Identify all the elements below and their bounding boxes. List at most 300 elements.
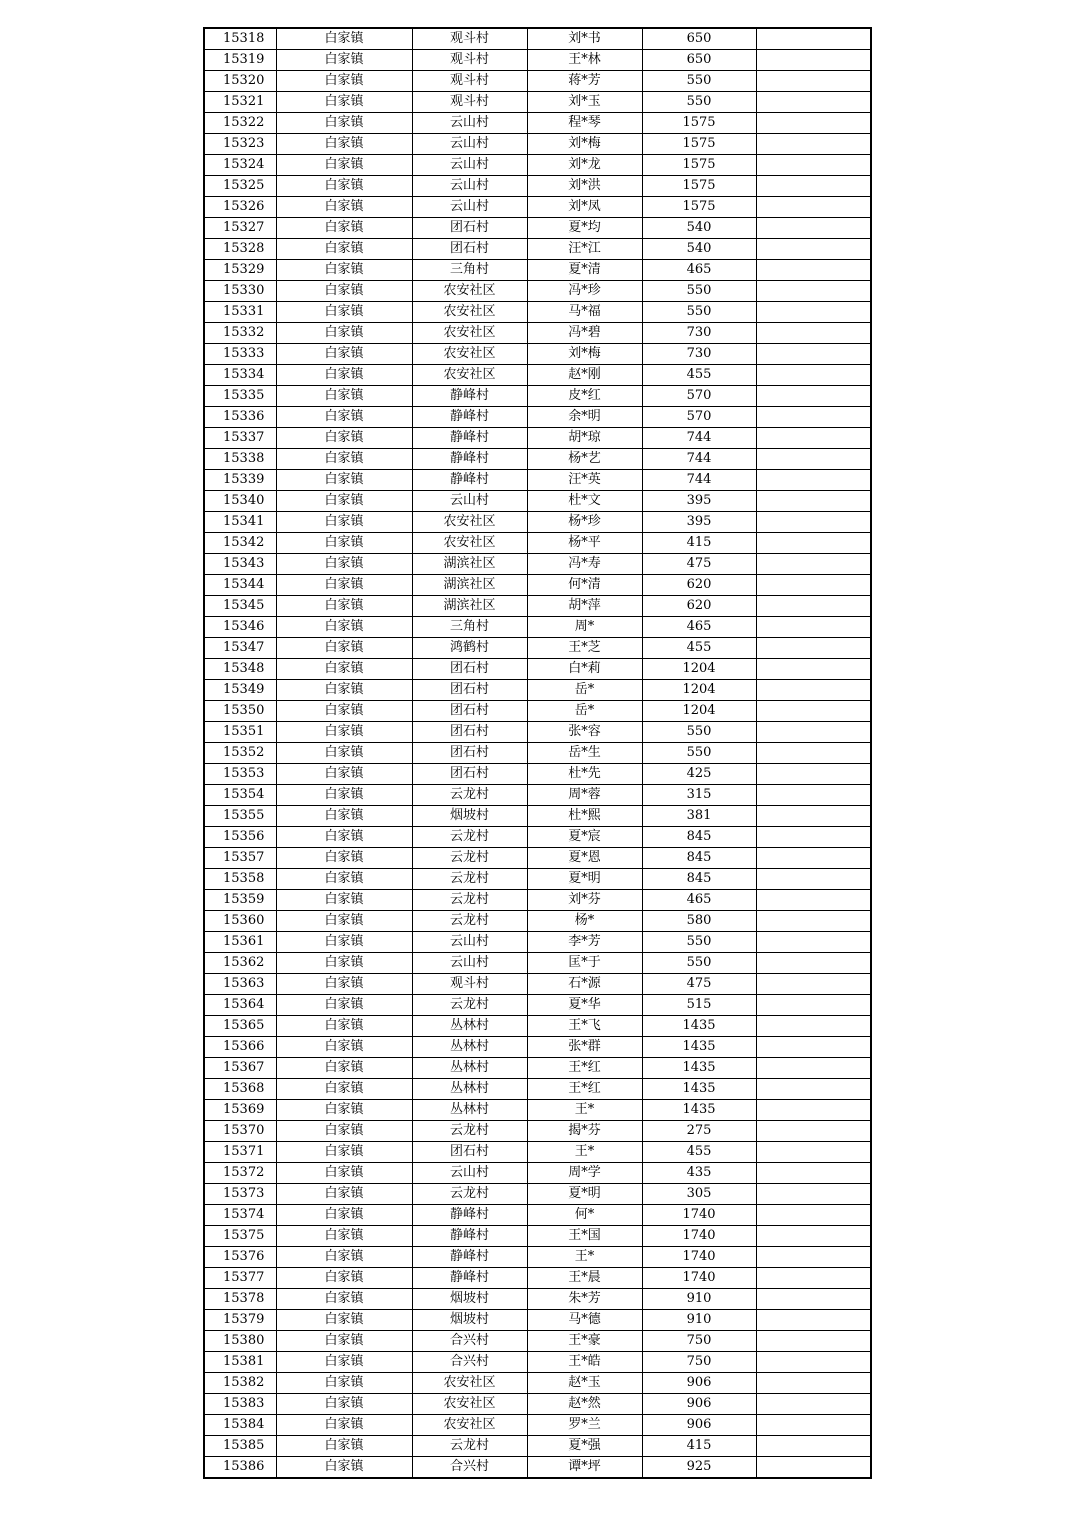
town-cell: 白家镇	[276, 638, 412, 659]
person-name-cell: 刘*龙	[527, 155, 642, 176]
village-cell: 团石村	[412, 659, 527, 680]
village-cell: 农安社区	[412, 281, 527, 302]
town-cell: 白家镇	[276, 848, 412, 869]
table-row	[204, 1457, 871, 1479]
person-name-cell: 刘*书	[527, 28, 642, 50]
village-cell: 静峰村	[412, 428, 527, 449]
person-name-cell: 冯*珍	[527, 281, 642, 302]
table-row	[204, 701, 871, 722]
remark-cell	[756, 1121, 871, 1142]
village-cell: 农安社区	[412, 1394, 527, 1415]
person-name-cell: 张*容	[527, 722, 642, 743]
amount-cell: 570	[642, 386, 756, 407]
person-name-cell: 杜*先	[527, 764, 642, 785]
village-cell: 丛林村	[412, 1037, 527, 1058]
table-row	[204, 28, 871, 50]
person-name-cell: 王*	[527, 1100, 642, 1121]
row-number-cell: 15326	[204, 197, 276, 218]
table-row	[204, 659, 871, 680]
person-name-cell: 马*德	[527, 1310, 642, 1331]
person-name-cell: 岳*	[527, 680, 642, 701]
town-cell: 白家镇	[276, 407, 412, 428]
table-row	[204, 302, 871, 323]
village-cell: 观斗村	[412, 92, 527, 113]
person-name-cell: 刘*梅	[527, 344, 642, 365]
amount-cell: 650	[642, 50, 756, 71]
amount-cell: 1740	[642, 1268, 756, 1289]
row-number-cell: 15347	[204, 638, 276, 659]
remark-cell	[756, 995, 871, 1016]
table-row	[204, 491, 871, 512]
village-cell: 云山村	[412, 113, 527, 134]
amount-cell: 1575	[642, 155, 756, 176]
person-name-cell: 赵*然	[527, 1394, 642, 1415]
remark-cell	[756, 71, 871, 92]
table-row	[204, 407, 871, 428]
amount-cell: 570	[642, 407, 756, 428]
town-cell: 白家镇	[276, 953, 412, 974]
town-cell: 白家镇	[276, 239, 412, 260]
town-cell: 白家镇	[276, 176, 412, 197]
row-number-cell: 15379	[204, 1310, 276, 1331]
village-cell: 烟坡村	[412, 806, 527, 827]
remark-cell	[756, 1163, 871, 1184]
town-cell: 白家镇	[276, 71, 412, 92]
row-number-cell: 15366	[204, 1037, 276, 1058]
remark-cell	[756, 1142, 871, 1163]
remark-cell	[756, 1268, 871, 1289]
table-row	[204, 134, 871, 155]
table-row	[204, 869, 871, 890]
remark-cell	[756, 134, 871, 155]
remark-cell	[756, 680, 871, 701]
remark-cell	[756, 1289, 871, 1310]
town-cell: 白家镇	[276, 974, 412, 995]
row-number-cell: 15384	[204, 1415, 276, 1436]
table-row	[204, 1163, 871, 1184]
person-name-cell: 何*	[527, 1205, 642, 1226]
town-cell: 白家镇	[276, 323, 412, 344]
row-number-cell: 15337	[204, 428, 276, 449]
amount-cell: 620	[642, 575, 756, 596]
amount-cell: 1740	[642, 1205, 756, 1226]
person-name-cell: 程*琴	[527, 113, 642, 134]
town-cell: 白家镇	[276, 1016, 412, 1037]
table-row	[204, 176, 871, 197]
village-cell: 云龙村	[412, 869, 527, 890]
town-cell: 白家镇	[276, 302, 412, 323]
town-cell: 白家镇	[276, 764, 412, 785]
amount-cell: 315	[642, 785, 756, 806]
town-cell: 白家镇	[276, 1310, 412, 1331]
town-cell: 白家镇	[276, 1121, 412, 1142]
town-cell: 白家镇	[276, 134, 412, 155]
amount-cell: 744	[642, 470, 756, 491]
table-row	[204, 1142, 871, 1163]
amount-cell: 395	[642, 512, 756, 533]
person-name-cell: 夏*强	[527, 1436, 642, 1457]
remark-cell	[756, 596, 871, 617]
village-cell: 农安社区	[412, 365, 527, 386]
village-cell: 农安社区	[412, 302, 527, 323]
remark-cell	[756, 281, 871, 302]
remark-cell	[756, 449, 871, 470]
village-cell: 静峰村	[412, 1205, 527, 1226]
village-cell: 农安社区	[412, 1415, 527, 1436]
table-row	[204, 596, 871, 617]
town-cell: 白家镇	[276, 785, 412, 806]
person-name-cell: 杨*艺	[527, 449, 642, 470]
remark-cell	[756, 491, 871, 512]
town-cell: 白家镇	[276, 449, 412, 470]
remark-cell	[756, 974, 871, 995]
table-row	[204, 512, 871, 533]
amount-cell: 305	[642, 1184, 756, 1205]
village-cell: 鸿鹤村	[412, 638, 527, 659]
remark-cell	[756, 1247, 871, 1268]
town-cell: 白家镇	[276, 1058, 412, 1079]
remark-cell	[756, 764, 871, 785]
table-row	[204, 386, 871, 407]
table-row	[204, 323, 871, 344]
village-cell: 团石村	[412, 764, 527, 785]
remark-cell	[756, 638, 871, 659]
person-name-cell: 王*飞	[527, 1016, 642, 1037]
village-cell: 团石村	[412, 701, 527, 722]
remark-cell	[756, 1373, 871, 1394]
amount-cell: 1435	[642, 1058, 756, 1079]
amount-cell: 465	[642, 617, 756, 638]
town-cell: 白家镇	[276, 1457, 412, 1479]
village-cell: 云山村	[412, 953, 527, 974]
town-cell: 白家镇	[276, 365, 412, 386]
row-number-cell: 15324	[204, 155, 276, 176]
amount-cell: 910	[642, 1310, 756, 1331]
person-name-cell: 刘*梅	[527, 134, 642, 155]
town-cell: 白家镇	[276, 155, 412, 176]
town-cell: 白家镇	[276, 743, 412, 764]
person-name-cell: 夏*均	[527, 218, 642, 239]
town-cell: 白家镇	[276, 491, 412, 512]
person-name-cell: 汪*江	[527, 239, 642, 260]
remark-cell	[756, 533, 871, 554]
town-cell: 白家镇	[276, 722, 412, 743]
table-row	[204, 1373, 871, 1394]
town-cell: 白家镇	[276, 470, 412, 491]
town-cell: 白家镇	[276, 617, 412, 638]
row-number-cell: 15319	[204, 50, 276, 71]
village-cell: 团石村	[412, 1142, 527, 1163]
amount-cell: 906	[642, 1394, 756, 1415]
table-row	[204, 1226, 871, 1247]
person-name-cell: 杨*珍	[527, 512, 642, 533]
remark-cell	[756, 1415, 871, 1436]
town-cell: 白家镇	[276, 680, 412, 701]
table-row	[204, 1205, 871, 1226]
person-name-cell: 王*晨	[527, 1268, 642, 1289]
table-row	[204, 470, 871, 491]
amount-cell: 381	[642, 806, 756, 827]
person-name-cell: 匡*于	[527, 953, 642, 974]
person-name-cell: 冯*寿	[527, 554, 642, 575]
remark-cell	[756, 617, 871, 638]
village-cell: 静峰村	[412, 1247, 527, 1268]
village-cell: 云龙村	[412, 827, 527, 848]
row-number-cell: 15372	[204, 1163, 276, 1184]
table-row	[204, 50, 871, 71]
amount-cell: 275	[642, 1121, 756, 1142]
person-name-cell: 余*明	[527, 407, 642, 428]
village-cell: 湖滨社区	[412, 596, 527, 617]
town-cell: 白家镇	[276, 1163, 412, 1184]
amount-cell: 1575	[642, 197, 756, 218]
amount-cell: 730	[642, 323, 756, 344]
town-cell: 白家镇	[276, 1394, 412, 1415]
table-row	[204, 848, 871, 869]
person-name-cell: 王*	[527, 1142, 642, 1163]
village-cell: 云龙村	[412, 1436, 527, 1457]
person-name-cell: 石*源	[527, 974, 642, 995]
amount-cell: 415	[642, 533, 756, 554]
amount-cell: 550	[642, 953, 756, 974]
person-name-cell: 王*红	[527, 1058, 642, 1079]
town-cell: 白家镇	[276, 554, 412, 575]
row-number-cell: 15376	[204, 1247, 276, 1268]
remark-cell	[756, 218, 871, 239]
village-cell: 丛林村	[412, 1079, 527, 1100]
village-cell: 合兴村	[412, 1331, 527, 1352]
amount-cell: 1435	[642, 1037, 756, 1058]
amount-cell: 845	[642, 827, 756, 848]
person-name-cell: 王*芝	[527, 638, 642, 659]
amount-cell: 650	[642, 28, 756, 50]
town-cell: 白家镇	[276, 344, 412, 365]
person-name-cell: 白*莉	[527, 659, 642, 680]
row-number-cell: 15331	[204, 302, 276, 323]
village-cell: 静峰村	[412, 407, 527, 428]
amount-cell: 550	[642, 722, 756, 743]
amount-cell: 1204	[642, 659, 756, 680]
remark-cell	[756, 1226, 871, 1247]
village-cell: 团石村	[412, 218, 527, 239]
amount-cell: 435	[642, 1163, 756, 1184]
amount-cell: 550	[642, 92, 756, 113]
person-name-cell: 汪*英	[527, 470, 642, 491]
remark-cell	[756, 260, 871, 281]
town-cell: 白家镇	[276, 1226, 412, 1247]
table-row	[204, 806, 871, 827]
row-number-cell: 15370	[204, 1121, 276, 1142]
village-cell: 合兴村	[412, 1352, 527, 1373]
amount-cell: 550	[642, 71, 756, 92]
remark-cell	[756, 1100, 871, 1121]
village-cell: 农安社区	[412, 1373, 527, 1394]
amount-cell: 730	[642, 344, 756, 365]
amount-cell: 550	[642, 743, 756, 764]
amount-cell: 1435	[642, 1016, 756, 1037]
town-cell: 白家镇	[276, 1268, 412, 1289]
row-number-cell: 15385	[204, 1436, 276, 1457]
table-row	[204, 722, 871, 743]
amount-cell: 750	[642, 1331, 756, 1352]
remark-cell	[756, 827, 871, 848]
amount-cell: 455	[642, 638, 756, 659]
remark-cell	[756, 155, 871, 176]
village-cell: 观斗村	[412, 71, 527, 92]
town-cell: 白家镇	[276, 1100, 412, 1121]
remark-cell	[756, 239, 871, 260]
village-cell: 农安社区	[412, 323, 527, 344]
amount-cell: 455	[642, 365, 756, 386]
person-name-cell: 周*学	[527, 1163, 642, 1184]
amount-cell: 580	[642, 911, 756, 932]
remark-cell	[756, 92, 871, 113]
row-number-cell: 15377	[204, 1268, 276, 1289]
person-name-cell: 罗*兰	[527, 1415, 642, 1436]
person-name-cell: 杜*熙	[527, 806, 642, 827]
amount-cell: 1204	[642, 701, 756, 722]
remark-cell	[756, 1436, 871, 1457]
village-cell: 静峰村	[412, 449, 527, 470]
amount-cell: 925	[642, 1457, 756, 1479]
row-number-cell: 15323	[204, 134, 276, 155]
table-row	[204, 1079, 871, 1100]
remark-cell	[756, 932, 871, 953]
remark-cell	[756, 1352, 871, 1373]
table-row	[204, 953, 871, 974]
village-cell: 团石村	[412, 743, 527, 764]
amount-cell: 910	[642, 1289, 756, 1310]
remark-cell	[756, 575, 871, 596]
table-row	[204, 218, 871, 239]
person-name-cell: 杨*平	[527, 533, 642, 554]
amount-cell: 425	[642, 764, 756, 785]
remark-cell	[756, 890, 871, 911]
village-cell: 云龙村	[412, 890, 527, 911]
row-number-cell: 15345	[204, 596, 276, 617]
amount-cell: 550	[642, 302, 756, 323]
remark-cell	[756, 848, 871, 869]
town-cell: 白家镇	[276, 1352, 412, 1373]
row-number-cell: 15318	[204, 28, 276, 50]
row-number-cell: 15365	[204, 1016, 276, 1037]
amount-cell: 1575	[642, 176, 756, 197]
person-name-cell: 揭*芬	[527, 1121, 642, 1142]
person-name-cell: 夏*明	[527, 869, 642, 890]
person-name-cell: 蒋*芳	[527, 71, 642, 92]
table-row	[204, 533, 871, 554]
table-row	[204, 617, 871, 638]
person-name-cell: 冯*碧	[527, 323, 642, 344]
person-name-cell: 何*清	[527, 575, 642, 596]
village-cell: 云龙村	[412, 848, 527, 869]
row-number-cell: 15357	[204, 848, 276, 869]
amount-cell: 475	[642, 554, 756, 575]
amount-cell: 906	[642, 1415, 756, 1436]
amount-cell: 465	[642, 890, 756, 911]
amount-cell: 540	[642, 218, 756, 239]
person-name-cell: 岳*生	[527, 743, 642, 764]
table-row	[204, 1100, 871, 1121]
table-row	[204, 911, 871, 932]
person-name-cell: 夏*恩	[527, 848, 642, 869]
town-cell: 白家镇	[276, 113, 412, 134]
row-number-cell: 15367	[204, 1058, 276, 1079]
remark-cell	[756, 869, 871, 890]
table-row	[204, 575, 871, 596]
village-cell: 农安社区	[412, 533, 527, 554]
village-cell: 湖滨社区	[412, 575, 527, 596]
row-number-cell: 15333	[204, 344, 276, 365]
row-number-cell: 15335	[204, 386, 276, 407]
remark-cell	[756, 785, 871, 806]
village-cell: 丛林村	[412, 1100, 527, 1121]
person-name-cell: 谭*坪	[527, 1457, 642, 1479]
town-cell: 白家镇	[276, 911, 412, 932]
remark-cell	[756, 1037, 871, 1058]
amount-cell: 475	[642, 974, 756, 995]
person-name-cell: 马*福	[527, 302, 642, 323]
table-row	[204, 1436, 871, 1457]
village-cell: 云龙村	[412, 1184, 527, 1205]
row-number-cell: 15362	[204, 953, 276, 974]
table-row	[204, 974, 871, 995]
person-name-cell: 胡*琼	[527, 428, 642, 449]
village-cell: 云龙村	[412, 995, 527, 1016]
person-name-cell: 夏*华	[527, 995, 642, 1016]
person-name-cell: 夏*清	[527, 260, 642, 281]
remark-cell	[756, 911, 871, 932]
table-row	[204, 71, 871, 92]
row-number-cell: 15359	[204, 890, 276, 911]
row-number-cell: 15383	[204, 1394, 276, 1415]
table-row	[204, 344, 871, 365]
amount-cell: 1435	[642, 1100, 756, 1121]
table-row	[204, 1394, 871, 1415]
person-name-cell: 岳*	[527, 701, 642, 722]
amount-cell: 1740	[642, 1247, 756, 1268]
amount-cell: 744	[642, 428, 756, 449]
row-number-cell: 15328	[204, 239, 276, 260]
person-name-cell: 刘*玉	[527, 92, 642, 113]
village-cell: 云山村	[412, 176, 527, 197]
row-number-cell: 15336	[204, 407, 276, 428]
town-cell: 白家镇	[276, 1142, 412, 1163]
town-cell: 白家镇	[276, 1205, 412, 1226]
village-cell: 云龙村	[412, 1121, 527, 1142]
person-name-cell: 王*林	[527, 50, 642, 71]
town-cell: 白家镇	[276, 806, 412, 827]
row-number-cell: 15360	[204, 911, 276, 932]
table-row	[204, 743, 871, 764]
village-cell: 云山村	[412, 491, 527, 512]
table-row	[204, 680, 871, 701]
town-cell: 白家镇	[276, 428, 412, 449]
table-row	[204, 365, 871, 386]
remark-cell	[756, 1457, 871, 1479]
remark-cell	[756, 659, 871, 680]
amount-cell: 906	[642, 1373, 756, 1394]
row-number-cell: 15343	[204, 554, 276, 575]
village-cell: 烟坡村	[412, 1289, 527, 1310]
town-cell: 白家镇	[276, 1436, 412, 1457]
town-cell: 白家镇	[276, 827, 412, 848]
town-cell: 白家镇	[276, 386, 412, 407]
row-number-cell: 15363	[204, 974, 276, 995]
remark-cell	[756, 806, 871, 827]
remark-cell	[756, 407, 871, 428]
row-number-cell: 15380	[204, 1331, 276, 1352]
